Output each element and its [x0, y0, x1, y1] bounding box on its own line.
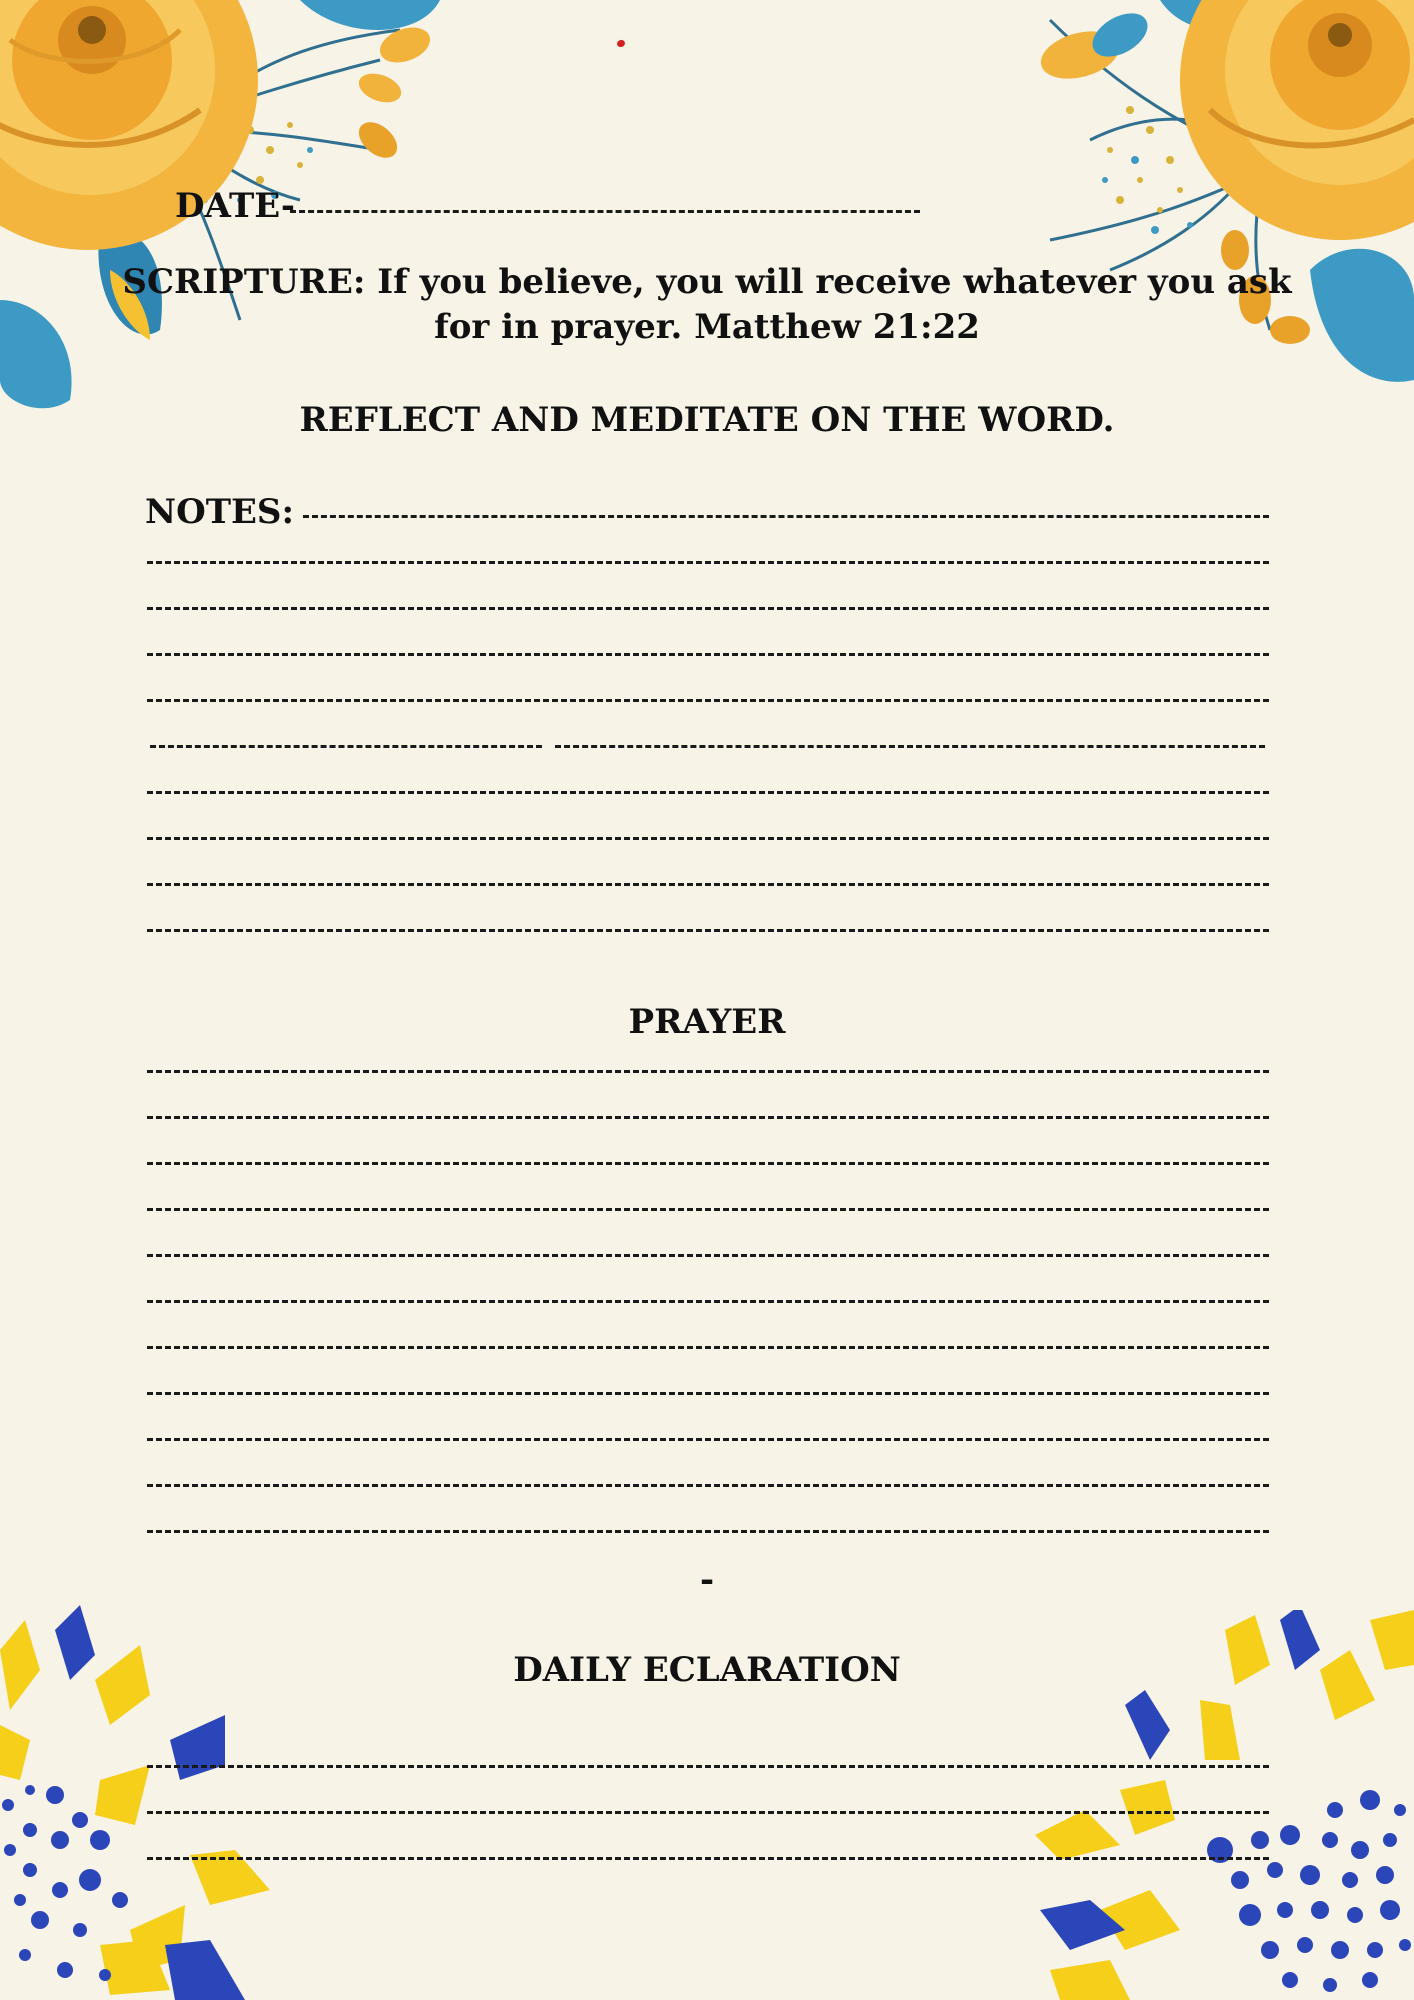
- prayer-line: [147, 1070, 1269, 1073]
- scripture-line-2: for in prayer. Matthew 21:22: [434, 307, 980, 347]
- date-label: DATE-: [175, 186, 295, 226]
- notes-line: [147, 883, 1269, 886]
- prayer-line: [147, 1392, 1269, 1395]
- daily-declaration-heading: DAILY ECLARATION: [513, 1650, 901, 1690]
- notes-line: [147, 607, 1269, 610]
- prayer-line: [147, 1530, 1269, 1533]
- prayer-line: [147, 1300, 1269, 1303]
- prayer-heading: PRAYER: [628, 1002, 786, 1042]
- prayer-line: [147, 1162, 1269, 1165]
- reflect-heading: REFLECT AND MEDITATE ON THE WORD.: [299, 400, 1115, 440]
- declaration-line: [147, 1765, 1269, 1768]
- notes-line: [150, 745, 542, 748]
- declaration-line: [147, 1857, 1269, 1860]
- notes-line: [147, 791, 1269, 794]
- notes-line: [147, 653, 1269, 656]
- declaration-line: [147, 1811, 1269, 1814]
- prayer-line: [147, 1116, 1269, 1119]
- prayer-line: [147, 1484, 1269, 1487]
- prayer-line: [147, 1254, 1269, 1257]
- stray-dash: -: [699, 1560, 715, 1600]
- prayer-line: [147, 1346, 1269, 1349]
- notes-label: NOTES:: [145, 492, 295, 532]
- notes-line: [303, 515, 1269, 518]
- prayer-line: [147, 1208, 1269, 1211]
- notes-line: [147, 561, 1269, 564]
- notes-line: [147, 699, 1269, 702]
- notes-line: [147, 929, 1269, 932]
- scripture-line-1: SCRIPTURE: If you believe, you will receive whatever you ask: [122, 262, 1292, 302]
- red-dot-mark: [616, 39, 626, 48]
- notes-line: [555, 745, 1265, 748]
- date-line: [290, 210, 920, 213]
- prayer-line: [147, 1438, 1269, 1441]
- notes-line: [147, 837, 1269, 840]
